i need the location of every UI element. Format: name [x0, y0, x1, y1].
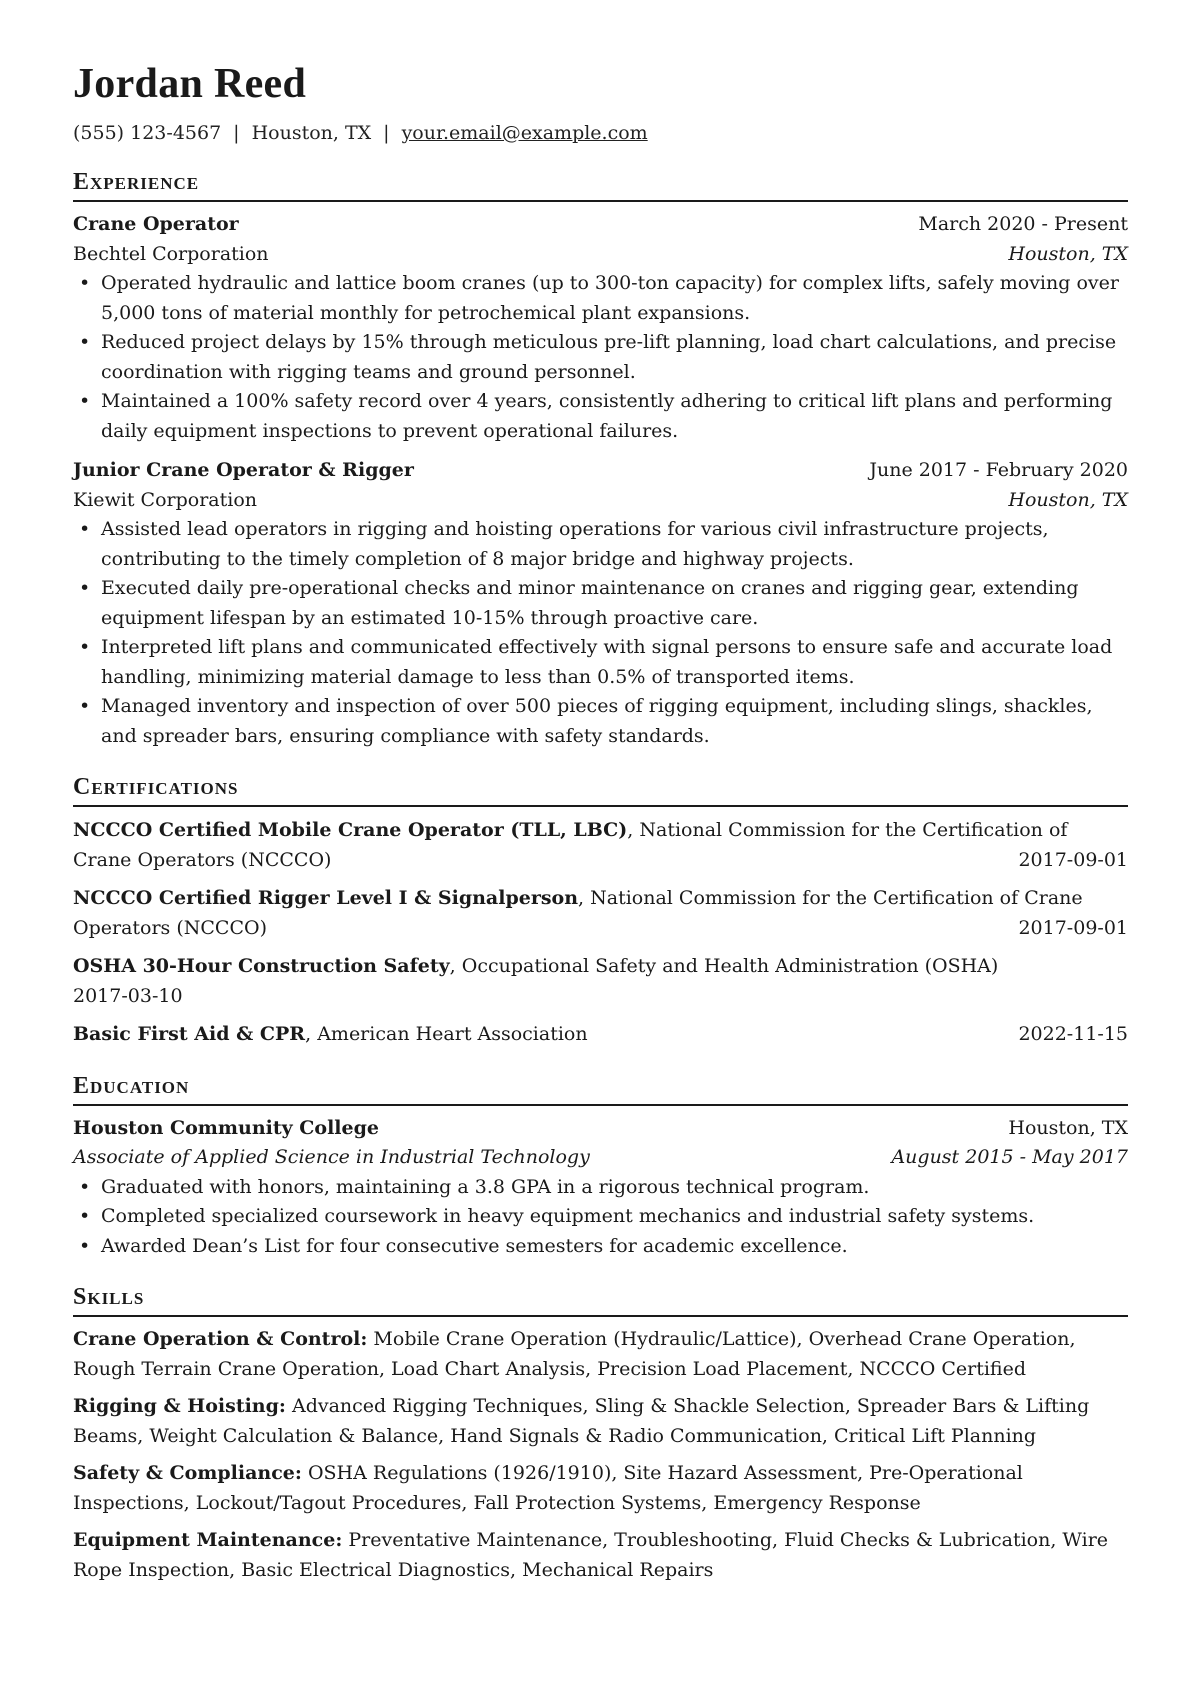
skill-label: Safety & Compliance:	[73, 1462, 302, 1484]
bullet-item: • Reduced project delays by 15% through meticulous pre-lift planning, load chart calculations, and precise coordination with rigging teams and ground personnel.	[73, 328, 1128, 387]
certification-item: Basic First Aid & CPR, American Heart Association 2022-11-15	[73, 1020, 1128, 1050]
section-title-skills: Skills	[73, 1283, 1128, 1317]
job-dates: June 2017 - February 2020	[869, 459, 1128, 481]
education-section	[73, 1072, 1128, 1262]
bullet-item: • Awarded Dean’s List for four consecutive semesters for academic excellence.	[73, 1232, 1128, 1262]
job-entry	[73, 210, 1128, 446]
job-entry	[73, 456, 1128, 751]
school-name: Houston Community College	[73, 1116, 379, 1139]
separator: |	[233, 122, 240, 144]
cert-date: 2022-11-15	[1018, 1023, 1128, 1045]
section-title-experience: Experience	[73, 168, 1128, 202]
bullet-item: • Executed daily pre-operational checks and minor maintenance on cranes and rigging gear, extending equipment lifespan by an estimated 10-15% through proactive care.	[73, 574, 1128, 633]
job-location: Houston, TX	[1008, 488, 1128, 511]
certification-item: NCCCO Certified Rigger Level I & Signalperson, National Commission for the Certification of Crane Operators (NCCCO) 2017-09-01	[73, 884, 1128, 943]
skill-text: Mobile Crane Operation (Hydraulic/Lattice), Overhead Crane Operation, Rough Terrain Crane Operation, Load Chart Analysis, Precision Load Placement, NCCCO Certified	[73, 1328, 1076, 1380]
section-title-certifications: Certifications	[73, 773, 1128, 807]
job-company: Bechtel Corporation	[73, 242, 269, 265]
cert-name: NCCCO Certified Rigger Level I & Signalperson	[73, 887, 579, 909]
job-role: Crane Operator	[73, 213, 239, 235]
bullet-item: • Assisted lead operators in rigging and hoisting operations for various civil infrastructure projects, contributing to the timely completion of 8 major bridge and highway projects.	[73, 515, 1128, 574]
skill-text: Advanced Rigging Techniques, Sling & Shackle Selection, Spreader Bars & Lifting Beams, Weight Calculation & Balance, Hand Signals & Radio Communication, Critical Lift Planning	[73, 1395, 1090, 1447]
certifications-section	[73, 773, 1128, 1050]
separator: |	[383, 122, 390, 144]
section-title-education: Education	[73, 1072, 1128, 1106]
skill-text: OSHA Regulations (1926/1910), Site Hazard Assessment, Pre-Operational Inspections, Lockout/Tagout Procedures, Fall Protection Systems, Emergency Response	[73, 1462, 1023, 1514]
skills-section	[73, 1283, 1128, 1585]
bullet-item: • Graduated with honors, maintaining a 3.8 GPA in a rigorous technical program.	[73, 1173, 1128, 1203]
skill-label: Crane Operation & Control:	[73, 1328, 368, 1350]
skill-text: Preventative Maintenance, Troubleshooting, Fluid Checks & Lubrication, Wire Rope Inspection, Basic Electrical Diagnostics, Mechanical Repairs	[73, 1529, 1109, 1581]
education-bullets	[73, 1173, 1128, 1262]
certification-item: NCCCO Certified Mobile Crane Operator (TLL, LBC), National Commission for the Certification of Crane Operators (NCCCO) 2017-09-01	[73, 816, 1128, 875]
degree: Associate of Applied Science in Industrial Technology	[73, 1146, 590, 1168]
bullet-item: • Operated hydraulic and lattice boom cranes (up to 300-ton capacity) for complex lifts, safely moving over 5,000 tons of material monthly for petrochemical plant expansions.	[73, 269, 1128, 328]
school-location: Houston, TX	[1008, 1116, 1128, 1139]
certification-item: OSHA 30-Hour Construction Safety, Occupational Safety and Health Administration (OSHA) 2017-03-10	[73, 952, 1128, 1011]
bullet-item: • Completed specialized coursework in heavy equipment mechanics and industrial safety systems.	[73, 1202, 1128, 1232]
phone: (555) 123-4567	[73, 122, 222, 144]
job-location: Houston, TX	[1008, 242, 1128, 265]
location: Houston, TX	[251, 122, 372, 144]
email-link[interactable]: your.email@example.com	[401, 122, 648, 144]
job-role: Junior Crane Operator & Rigger	[73, 459, 414, 481]
education-entry	[73, 1114, 1128, 1262]
job-dates: March 2020 - Present	[918, 213, 1128, 235]
job-bullets	[73, 269, 1128, 446]
skill-group	[73, 1325, 1128, 1384]
skill-group	[73, 1459, 1128, 1518]
cert-issuer: National Commission for the Certification of Crane Operators (NCCCO)	[73, 819, 1068, 871]
cert-name: Basic First Aid & CPR	[73, 1023, 306, 1045]
job-company: Kiewit Corporation	[73, 488, 257, 511]
cert-issuer: American Heart Association	[317, 1023, 588, 1045]
skill-group	[73, 1526, 1128, 1585]
experience-section	[73, 168, 1128, 751]
cert-date: 2017-03-10	[73, 984, 183, 1007]
skill-group	[73, 1392, 1128, 1451]
bullet-item: • Managed inventory and inspection of over 500 pieces of rigging equipment, including slings, shackles, and spreader bars, ensuring compliance with safety standards.	[73, 692, 1128, 751]
cert-name: OSHA 30-Hour Construction Safety	[73, 955, 450, 977]
bullet-item: • Interpreted lift plans and communicated effectively with signal persons to ensure safe and accurate load handling, minimizing material damage to less than 0.5% of transported items.	[73, 633, 1128, 692]
cert-date: 2017-09-01	[1018, 848, 1128, 871]
resume-page	[73, 58, 1128, 1585]
cert-date: 2017-09-01	[1018, 916, 1128, 939]
education-dates: August 2015 - May 2017	[891, 1146, 1128, 1168]
cert-name: NCCCO Certified Mobile Crane Operator (TLL, LBC)	[73, 819, 628, 841]
skill-label: Equipment Maintenance:	[73, 1529, 343, 1551]
bullet-item: • Maintained a 100% safety record over 4 years, consistently adhering to critical lift plans and performing daily equipment inspections to prevent operational failures.	[73, 387, 1128, 446]
skill-label: Rigging & Hoisting:	[73, 1395, 286, 1417]
contact-line	[73, 120, 1128, 146]
job-bullets	[73, 515, 1128, 751]
cert-issuer: National Commission for the Certification of Crane Operators (NCCCO)	[73, 887, 1083, 939]
candidate-name: Jordan Reed	[73, 61, 307, 107]
cert-issuer: Occupational Safety and Health Administration (OSHA)	[461, 955, 999, 977]
